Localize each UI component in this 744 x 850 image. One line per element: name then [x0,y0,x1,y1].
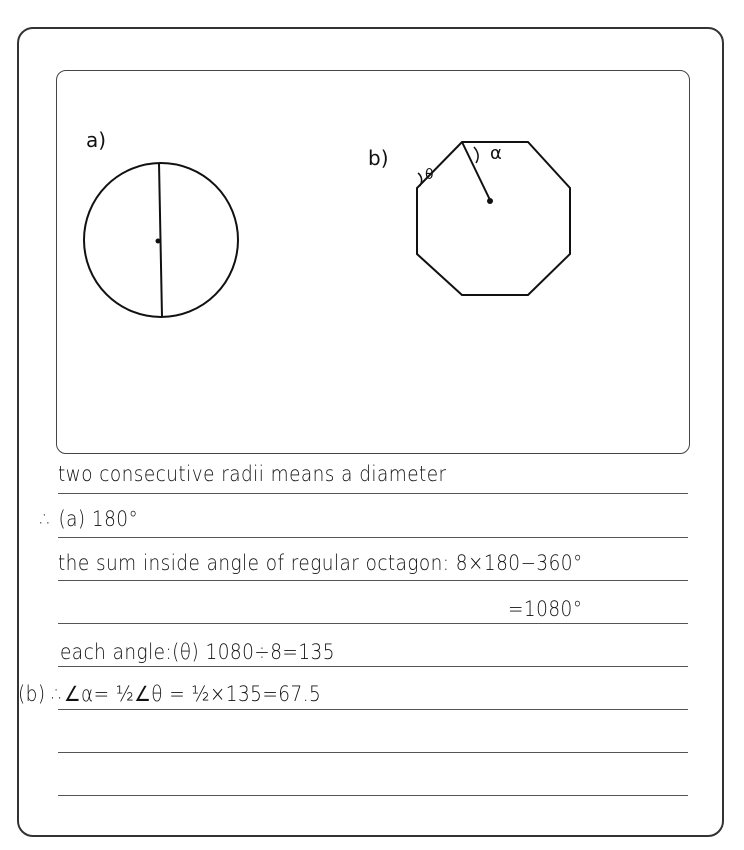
ruled-line [58,537,688,538]
center-dot [156,239,161,244]
ruled-line [58,580,688,581]
octagon [417,142,570,295]
ruled-line [58,666,688,667]
label-b: b) [368,146,389,170]
line-4: =1080° [508,597,583,621]
circle-figure [84,163,238,317]
line-6: (b) ∴∠α= ½∠θ = ½×135=67.5 [18,682,322,706]
alpha-arc [474,147,478,163]
center-dot [487,198,493,204]
alpha-label: α [490,143,502,164]
line-1: two consecutive radii means a diameter [58,462,447,486]
ruled-line [58,623,688,624]
ruled-line [58,709,688,710]
ruled-line [58,752,688,753]
theta-label: θ [425,167,434,183]
line-2: ∴ (a) 180° [40,507,139,531]
ruled-line [58,493,688,494]
ruled-line [58,795,688,796]
octagon-figure [417,142,570,295]
label-a: a) [86,128,107,152]
line-5: each angle:(θ) 1080÷8=135 [60,640,335,664]
line-3: the sum inside angle of regular octagon: 8×180−360° [58,551,583,575]
